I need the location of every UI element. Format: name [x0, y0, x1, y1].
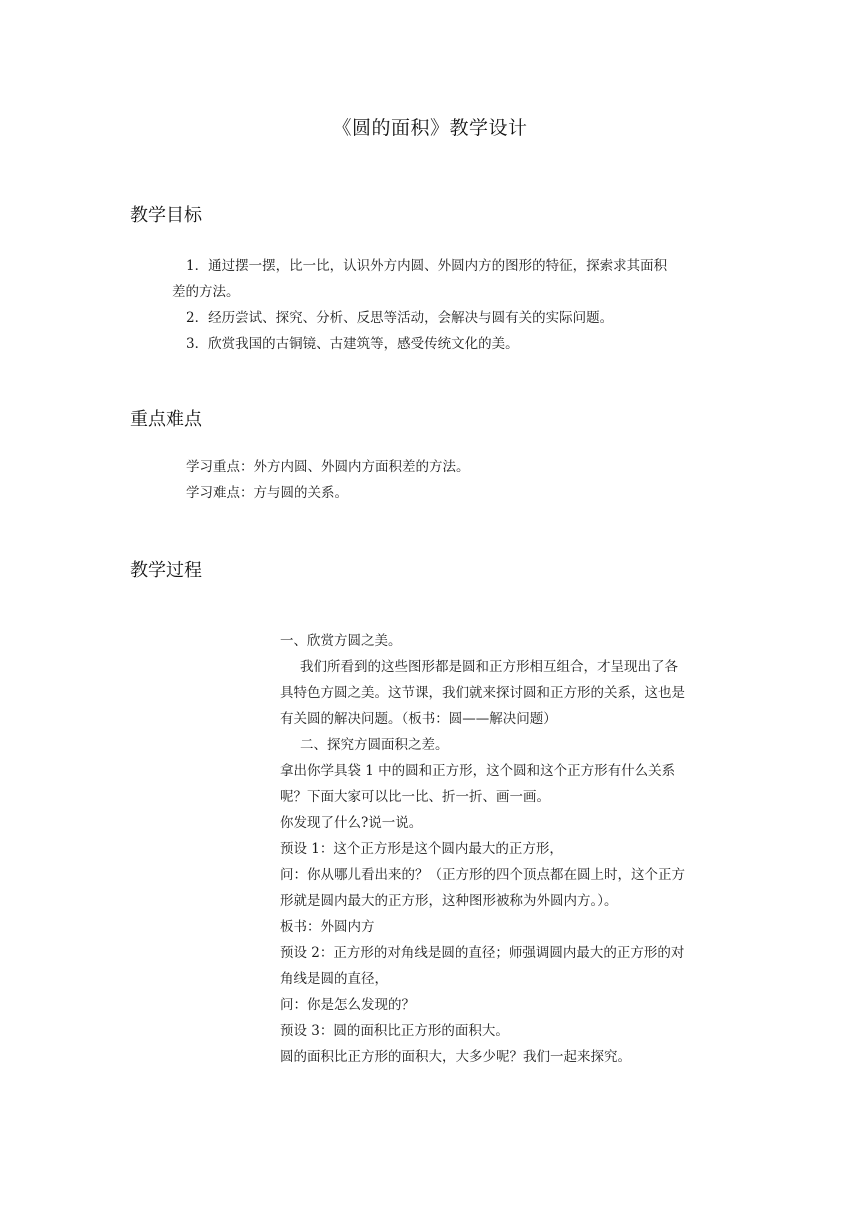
process-line: 形就是圆内最大的正方形，这种图形被称为外圆内方。）。	[280, 893, 618, 909]
process-line: 圆的面积比正方形的面积大，大多少呢？我们一起来探究。	[280, 1049, 631, 1065]
document-title: 《圆的面积》教学设计	[332, 117, 528, 139]
process-line: 二、探究方圆面积之差。	[300, 737, 449, 753]
process-line: 预设 3：圆的面积比正方形的面积大。	[280, 1023, 509, 1039]
process-line: 问：你从哪儿看出来的？（正方形的四个顶点都在圆上时，这个正方	[280, 867, 685, 883]
process-line: 问：你是怎么发现的？	[280, 997, 415, 1013]
process-line: 你发现了什么?说一说。	[280, 815, 423, 831]
process-line: 角线是圆的直径，	[280, 971, 388, 987]
goal-line: 1．通过摆一摆，比一比，认识外方内圆、外圆内方的图形的特征，探索求其面积	[186, 258, 668, 274]
teaching-goals-block	[172, 253, 732, 357]
key-points-block	[186, 454, 726, 506]
heading-key-points: 重点难点	[130, 409, 202, 430]
process-line: 预设 1：这个正方形是这个圆内最大的正方形，	[280, 841, 563, 857]
teaching-process-block	[280, 628, 740, 1070]
process-line: 拿出你学具袋 1 中的圆和正方形，这个圆和这个正方形有什么关系	[280, 763, 676, 779]
process-line: 有关圆的解决问题。（板书：圆——解决问题）	[280, 711, 557, 727]
difficult-point-line: 学习难点：方与圆的关系。	[186, 485, 348, 501]
goal-line: 3．欣赏我国的古铜镜、古建筑等，感受传统文化的美。	[186, 336, 519, 352]
process-line: 呢？下面大家可以比一比、折一折、画一画。	[280, 789, 550, 805]
process-line: 我们所看到的这些图形都是圆和正方形相互组合，才呈现出了各	[300, 659, 678, 675]
heading-teaching-goals: 教学目标	[130, 205, 202, 226]
process-line: 板书：外圆内方	[280, 919, 375, 935]
heading-teaching-process: 教学过程	[130, 560, 202, 581]
goal-line: 差的方法。	[172, 284, 240, 300]
key-point-line: 学习重点：外方内圆、外圆内方面积差的方法。	[186, 459, 470, 475]
process-line: 一、欣赏方圆之美。	[280, 633, 402, 649]
process-line: 预设 2：正方形的对角线是圆的直径；师强调圆内最大的正方形的对	[280, 945, 685, 961]
goal-line: 2．经历尝试、探究、分析、反思等活动，会解决与圆有关的实际问题。	[186, 310, 614, 326]
process-line: 具特色方圆之美。这节课，我们就来探讨圆和正方形的关系，这也是	[280, 685, 685, 701]
